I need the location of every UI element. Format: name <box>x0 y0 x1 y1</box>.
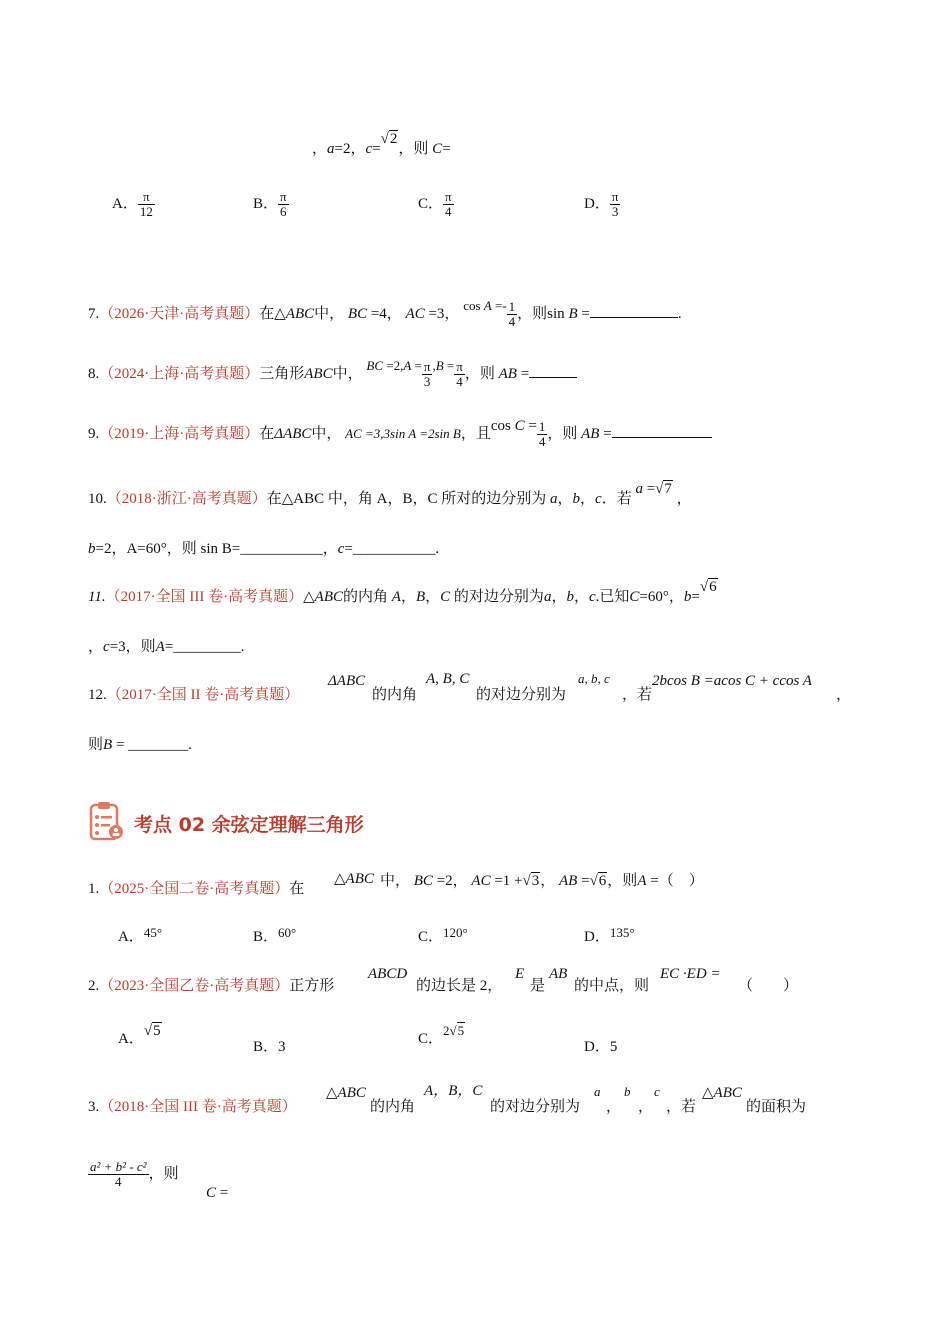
s2q3-sep-2: ， <box>638 1099 654 1115</box>
s2q2-option-c: C．2√5 <box>418 1023 465 1047</box>
s2q2-t3: 是 <box>530 978 546 994</box>
question-11: 11.（2017·全国 III 卷·高考真题）△ABC的内角 A，B，C 的对边分别为a，b，c.已知C=60°，b=√6 <box>88 579 717 605</box>
s2q3-sep-1: ， <box>606 1099 622 1115</box>
question-source: （2023·全国乙卷·高考真题） <box>99 978 290 994</box>
question-source: （2017·全国 III 卷·高考真题） <box>105 589 304 605</box>
question-10: 10.（2018·浙江·高考真题）在△ABC 中，角 A，B，C 所对的边分别为 a，b，c．若 a =√7 ， <box>88 481 692 507</box>
sqrt-2: √2 <box>380 131 398 147</box>
s2q2-vector: EC ·ED = <box>660 966 721 982</box>
question-11-line2: ，c=3，则A=_________. <box>88 639 245 655</box>
q12-angles: A, B, C <box>426 671 470 687</box>
q6-option-c: C． $\frac{\pi}{4}$ <box>418 189 452 220</box>
question-source: （2026·天津·高考真题） <box>99 306 260 323</box>
question-source: （2018·全国 III 卷·高考真题） <box>99 1099 297 1115</box>
s2q2-square: ABCD <box>368 966 408 982</box>
q12-t1: 的内角 <box>372 687 418 703</box>
question-source: （2019·上海·高考真题） <box>99 426 260 443</box>
s2q2-option-d: D．5 <box>584 1039 618 1055</box>
s2-question-2: 2.（2023·全国乙卷·高考真题）正方形 <box>88 978 335 994</box>
s2q2-t4: 的中点，则 <box>574 978 650 994</box>
q12-sides: a, b, c <box>578 671 610 686</box>
s2q3-t3: ，若 <box>666 1099 697 1115</box>
section-icon <box>88 800 124 842</box>
answer-blank <box>529 365 577 378</box>
s2q2-paren: （ ） <box>738 978 799 994</box>
question-12: 12.（2017·全国 II 卷·高考真题） <box>88 687 300 703</box>
s2q3-side-b: b <box>624 1084 631 1099</box>
s2q3-ask: C = <box>206 1185 229 1201</box>
s2q2-option-b: B．3 <box>253 1039 286 1055</box>
s2q3-t4: 的面积为 <box>746 1099 807 1115</box>
question-source: （2025·全国二卷·高考真题） <box>99 881 290 897</box>
s2q3-angles: A，B，C <box>424 1083 483 1099</box>
q12-equation: 2bcos B =acos C + ccos A <box>652 673 812 689</box>
q6-given: ，a=2，c=√2，则 C= <box>312 131 451 157</box>
question-source: （2018·浙江·高考真题） <box>106 491 267 507</box>
s2q3-side-c: c <box>654 1084 660 1099</box>
s2q1-option-b: B．60° <box>253 925 297 945</box>
s2q1-option-a: A．45° <box>118 925 163 945</box>
s2q2-t2: 的边长是 2， <box>416 978 503 994</box>
q12-triangle: ΔABC <box>328 673 366 689</box>
s2q2-option-a: A．√5 <box>118 1023 161 1047</box>
s2q3-triangle-2: △ABC <box>702 1085 742 1101</box>
s2q3-t1: 的内角 <box>370 1099 416 1115</box>
clipboard-icon <box>88 800 124 842</box>
s2q3-t2: 的对边分别为 <box>490 1099 581 1115</box>
question-9: 9.（2019·上海·高考真题）在ΔABC中， AC =3,3sin A =2sin B，且cos C = $\frac{1}{4}$ ，则 AB = <box>88 420 712 450</box>
q6-option-a: A． $\frac{\pi}{12}$ <box>112 189 153 220</box>
section-title: 考点 02 余弦定理解三角形 <box>134 814 364 836</box>
question-7: 7.（2026·天津·高考真题）在△ABC中， BC =4， AC =3， cos A =- $\frac{1}{4}$ ，则sin B = . <box>88 298 682 330</box>
s2q2-AB: AB <box>549 966 568 982</box>
q12-t3: ，若 <box>622 687 653 703</box>
s2q1-triangle: △ABC <box>334 871 374 887</box>
q12-t4: ， <box>836 687 852 703</box>
q6-option-d: D． $\frac{\pi}{3}$ <box>584 189 619 220</box>
s2q1-option-c: C．120° <box>418 925 468 945</box>
s2q3-side-a: a <box>594 1084 601 1099</box>
q6-option-b: B． $\frac{\pi}{6}$ <box>253 189 287 220</box>
s2q3-triangle: △ABC <box>326 1085 366 1101</box>
answer-blank <box>612 425 712 438</box>
s2q2-E: E <box>515 966 525 982</box>
s2-question-1: 1.（2025·全国二卷·高考真题）在 <box>88 881 305 897</box>
s2-question-3: 3.（2018·全国 III 卷·高考真题） <box>88 1099 297 1115</box>
q12-t2: 的对边分别为 <box>476 687 567 703</box>
s2q3-area-fraction: $\frac{\text{a² + b² - c²}}{4}$ ，则 <box>90 1159 179 1190</box>
s2q1-conditions: 中， BC =2， AC =1 +√3， AB =√6，则A =（ ） <box>380 873 704 889</box>
answer-blank <box>590 305 678 318</box>
question-10-line2: b=2，A=60°，则 sin B=___________，c=___________. <box>88 541 440 557</box>
question-12-line2: 则B = ________. <box>88 737 192 753</box>
s2q1-option-d: D．135° <box>584 925 635 945</box>
question-8: 8.（2024·上海·高考真题）三角形ABC中， BC =2,A = $\frac{\pi}{3}$ ,B = $\frac{\pi}{4}$ ，则 AB = <box>88 360 577 390</box>
question-source: （2017·全国 II 卷·高考真题） <box>106 687 300 703</box>
question-source: （2024·上海·高考真题） <box>99 366 260 383</box>
